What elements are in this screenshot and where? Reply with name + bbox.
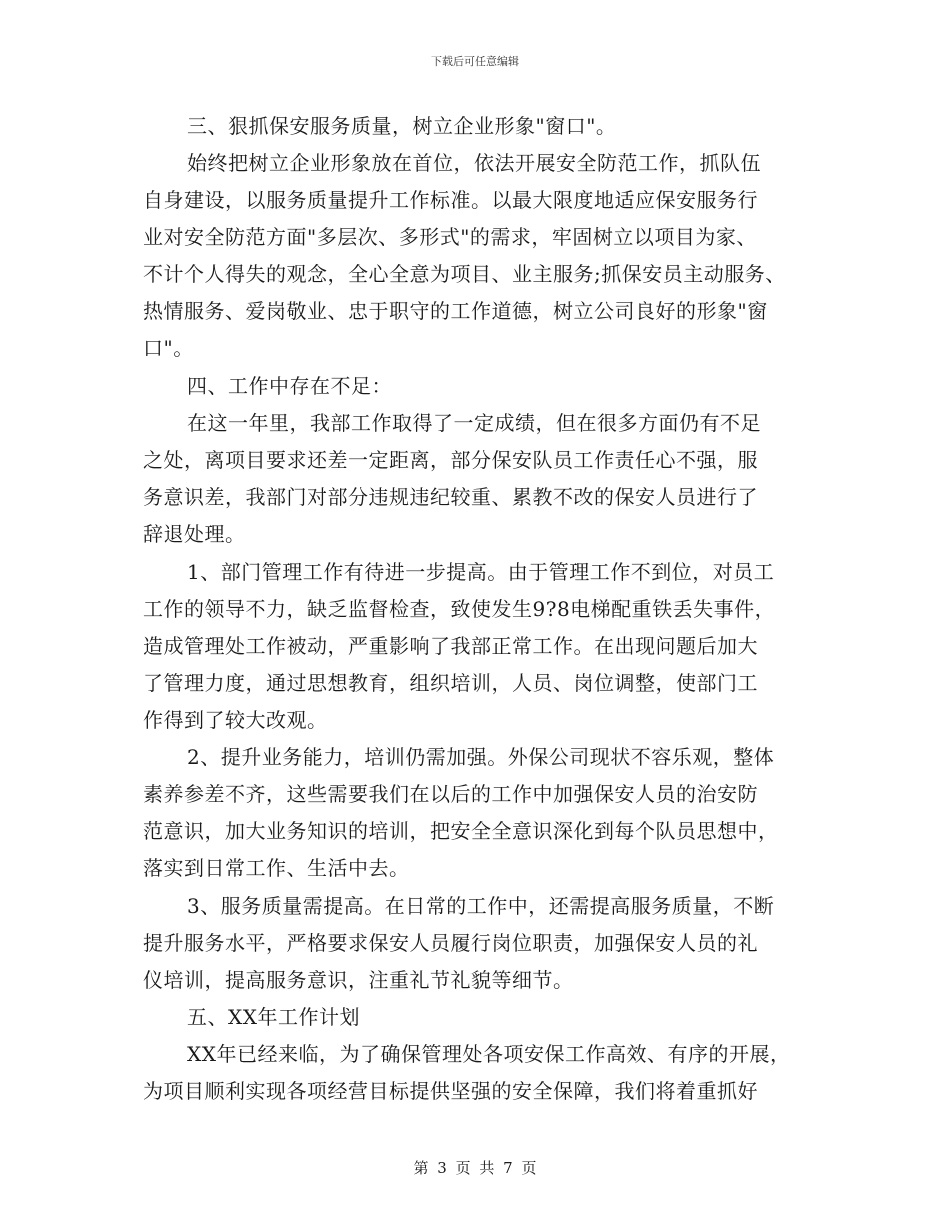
paragraph-line: 提升服务水平，严格要求保安人员履行岗位职责，加强保安人员的礼 <box>143 931 758 955</box>
paragraph-line: 在这一年里，我部工作取得了一定成绩，但在很多方面仍有不足 <box>187 411 761 435</box>
paragraph-line: 3、服务质量需提高。在日常的工作中，还需提高服务质量，不断 <box>187 894 775 918</box>
paragraph-line: 务意识差，我部门对部分违规违纪较重、累教不改的保安人员进行了 <box>143 485 758 509</box>
paragraph-line: 自身建设，以服务质量提升工作标准。以最大限度地适应保安服务行 <box>143 188 758 212</box>
paragraph-line: 素养参差不齐，这些需要我们在以后的工作中加强保安人员的治安防 <box>143 782 758 806</box>
page-header: 下载后可任意编辑 <box>431 55 519 68</box>
paragraph-line: 了管理力度，通过思想教育，组织培训，人员、岗位调整，使部门工 <box>143 671 758 695</box>
paragraph-line: 业对安全防范方面"多层次、多形式"的需求，牢固树立以项目为家、 <box>143 225 757 249</box>
section-heading-3: 三、狠抓保安服务质量，树立企业形象"窗口"。 <box>187 114 617 138</box>
paragraph-line: 不计个人得失的观念，全心全意为项目、业主服务;抓保安员主动服务、 <box>143 262 786 286</box>
paragraph-line: 范意识，加大业务知识的培训，把安全全意识深化到每个队员思想中， <box>143 819 779 843</box>
paragraph-line: 1、部门管理工作有待进一步提高。由于管理工作不到位，对员工 <box>187 560 775 584</box>
section-heading-4: 四、工作中存在不足： <box>187 374 392 398</box>
paragraph-line: 2、提升业务能力，培训仍需加强。外保公司现状不容乐观，整体 <box>187 745 775 769</box>
paragraph-line: 之处，离项目要求还差一定距离，部分保安队员工作责任心不强，服 <box>143 448 758 472</box>
paragraph-line: 始终把树立企业形象放在首位，依法开展安全防范工作，抓队伍 <box>187 151 761 175</box>
page-footer: 第 3 页 共 7 页 <box>413 1159 537 1177</box>
paragraph-line: 为项目顺利实现各项经营目标提供坚强的安全保障，我们将着重抓好 <box>143 1079 758 1103</box>
paragraph-line: XX年已经来临，为了确保管理处各项安保工作高效、有序的开展， <box>187 1042 791 1066</box>
paragraph-line: 仪培训，提高服务意识，注重礼节礼貌等细节。 <box>143 968 574 992</box>
section-heading-5: 五、XX年工作计划 <box>187 1005 360 1029</box>
paragraph-line: 工作的领导不力，缺乏监督检查，致使发生9?8电梯配重铁丢失事件， <box>143 597 776 621</box>
paragraph-line: 热情服务、爱岗敬业、忠于职守的工作道德，树立公司良好的形象"窗 <box>143 299 768 323</box>
paragraph-line: 口"。 <box>143 336 194 360</box>
paragraph-line: 落实到日常工作、生活中去。 <box>143 856 410 880</box>
paragraph-line: 作得到了较大改观。 <box>143 708 328 732</box>
paragraph-line: 辞退处理。 <box>143 522 246 546</box>
paragraph-line: 造成管理处工作被动，严重影响了我部正常工作。在出现问题后加大 <box>143 634 758 658</box>
